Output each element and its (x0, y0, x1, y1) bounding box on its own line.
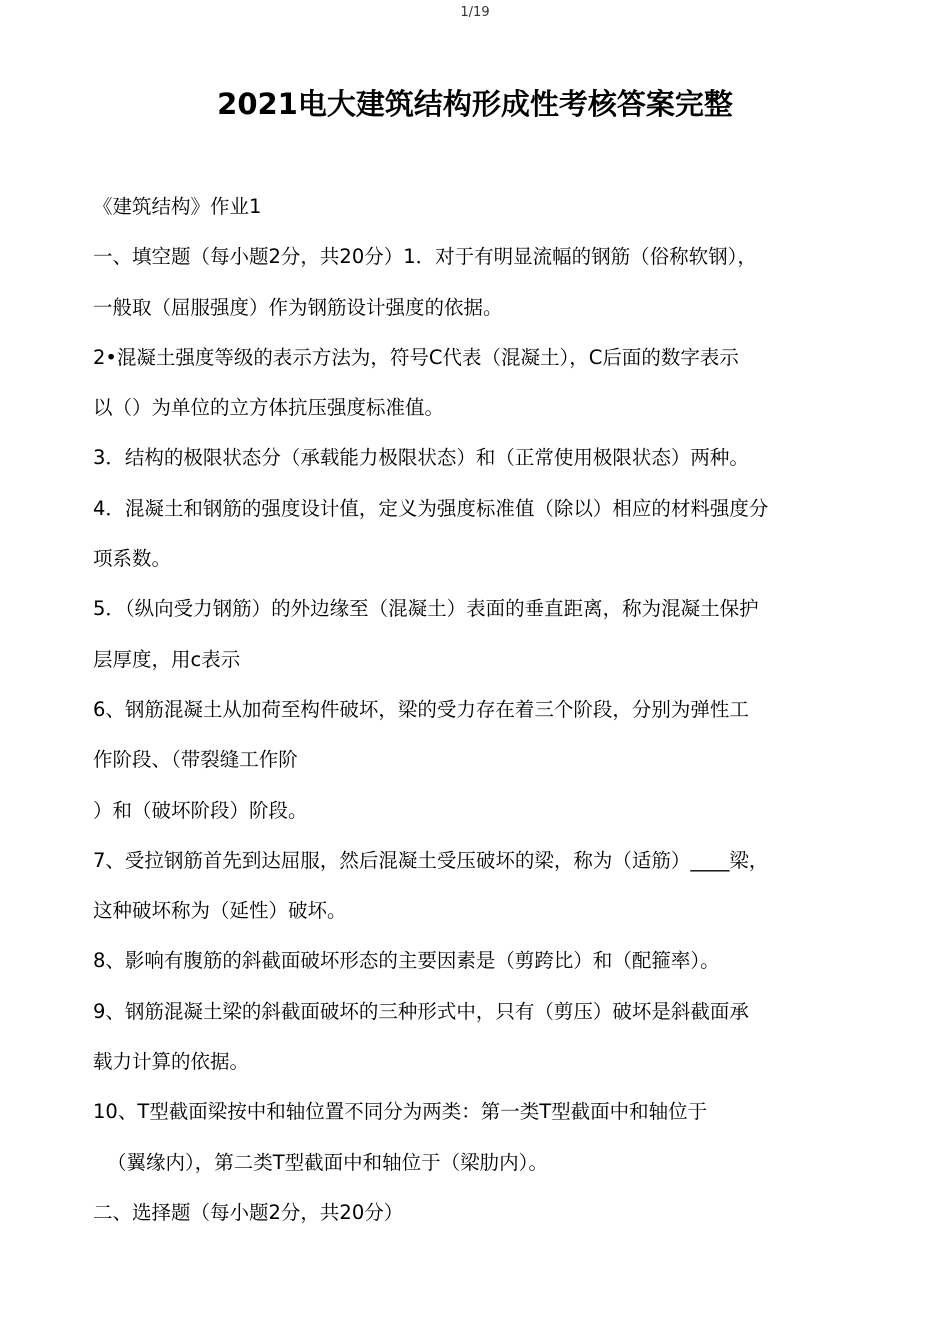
text-line: 8、影响有腹筋的斜截面破坏形态的主要因素是（剪跨比）和（配箍率）。 (93, 949, 720, 973)
text-line: 6、钢筋混凝土从加荷至构件破坏，梁的受力存在着三个阶段，分别为弹性工 (93, 697, 749, 721)
text-line: 以（）为单位的立方体抗压强度标准值。 (93, 396, 445, 420)
text-line: 这种破坏称为（延性）破坏。 (93, 899, 347, 923)
text-line: 9、钢筋混凝土梁的斜截面破坏的三种形式中，只有（剪压）破坏是斜截面承 (93, 999, 749, 1023)
text-line: 2•混凝土强度等级的表示方法为，符号C代表（混凝土），C后面的数字表示 (93, 345, 739, 369)
text-line: 一般取（屈服强度）作为钢筋设计强度的依据。 (93, 295, 503, 319)
text-line: 一、填空题（每小题2分，共20分）1．对于有明显流幅的钢筋（俗称软钢）， (93, 245, 757, 269)
document-title: 2021电大建筑结构形成性考核答案完整 (217, 87, 733, 121)
text-line: 层厚度，用c表示 (93, 647, 241, 671)
text-line: 载力计算的依据。 (93, 1050, 250, 1074)
section-heading: 二、选择题（每小题2分，共20分） (93, 1200, 404, 1224)
text-line: 项系数。 (93, 547, 172, 571)
text-line: 5．（纵向受力钢筋）的外边缘至（混凝土）表面的垂直距离，称为混凝土保护 (93, 597, 759, 621)
text-line: 10、T型截面梁按中和轴位置不同分为两类：第一类T型截面中和轴位于 (93, 1100, 708, 1124)
text-line: ）和（破坏阶段）阶段。 (93, 798, 308, 822)
text-line: 7、受拉钢筋首先到达屈服，然后混凝土受压破坏的梁，称为（适筋）____梁， (93, 848, 769, 872)
text-line: 《建筑结构》作业1 (93, 195, 262, 218)
document-body (93, 191, 868, 1247)
page-number: 1/19 (460, 5, 490, 20)
text-line: 4．混凝土和钢筋的强度设计值，定义为强度标准值（除以）相应的材料强度分 (93, 496, 769, 520)
text-line: 3．结构的极限状态分（承载能力极限状态）和（正常使用极限状态）两种。 (93, 446, 749, 470)
text-line: 作阶段、（带裂缝工作阶 (93, 748, 298, 772)
text-line: （翼缘内），第二类T型截面中和轴位于（梁肋内）。 (107, 1150, 548, 1174)
